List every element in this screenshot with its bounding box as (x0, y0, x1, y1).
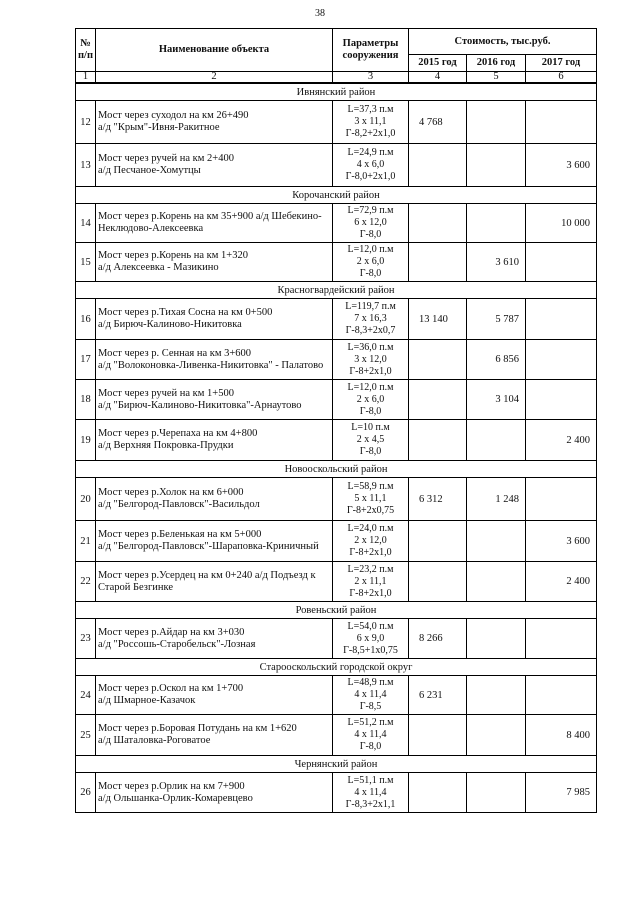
param-line: 3 х 11,1 (354, 116, 387, 127)
param-line: L=119,7 п.м (345, 301, 396, 312)
param-line: Г-8+2х1,0 (349, 587, 392, 599)
cost-2016: 3 104 (467, 380, 526, 420)
table-row (76, 478, 597, 521)
cost-2015: 6 231 (409, 676, 467, 715)
district-heading: Чернянский район (76, 756, 597, 773)
cost-2016 (467, 420, 526, 461)
object-name: Мост через р.Айдар на км 3+030 а/д "Россошь-Старобельск"-Лозная (96, 619, 333, 659)
district-heading: Ровеньский район (76, 602, 597, 619)
row-number: 25 (76, 715, 96, 756)
object-name: Мост через р.Боровая Потудань на км 1+620 а/д Шаталовка-Роговатое (96, 715, 333, 756)
row-number: 17 (76, 340, 96, 380)
cost-2016 (467, 562, 526, 602)
cost-2016 (467, 144, 526, 187)
param-line: 7 х 16,3 (354, 313, 387, 324)
object-name: Мост через р. Сенная на км 3+600 а/д "Волоконовка-Ливенка-Никитовка" - Палатово (96, 340, 333, 380)
param-line: L=23,2 п.м (347, 563, 394, 575)
district-heading: Корочанский район (76, 187, 597, 204)
param-line: 4 х 11,4 (354, 689, 387, 700)
cost-2016 (467, 676, 526, 715)
cost-2015 (409, 340, 467, 380)
structure-params (333, 619, 409, 659)
param-line: Г-8,5+1х0,75 (343, 644, 398, 656)
table-row (76, 715, 597, 756)
table-row (76, 101, 597, 144)
param-line: L=72,9 п.м (347, 205, 394, 216)
cost-2015 (409, 773, 467, 813)
structure-params (333, 204, 409, 243)
cost-2016: 1 248 (467, 478, 526, 521)
param-line: Г-8,0 (359, 268, 382, 279)
header-2017: 2017 год (526, 55, 597, 72)
structure-params (333, 243, 409, 282)
param-line: Г-8,3+2х1,1 (345, 798, 396, 810)
column-number: 5 (467, 72, 526, 84)
param-line: 2 х 4,5 (356, 434, 385, 445)
column-number: 4 (409, 72, 467, 84)
structure-params (333, 299, 409, 340)
object-name: Мост через р.Тихая Сосна на км 0+500 а/д Бирюч-Калиново-Никитовка (96, 299, 333, 340)
cost-2016 (467, 521, 526, 562)
cost-2017 (526, 676, 597, 715)
cost-2015 (409, 420, 467, 461)
cost-2017: 10 000 (526, 204, 597, 243)
table-row (76, 521, 597, 562)
param-line: Г-8,5 (359, 701, 382, 712)
row-number: 12 (76, 101, 96, 144)
district-heading: Ивнянский район (76, 83, 597, 101)
row-number: 13 (76, 144, 96, 187)
row-number: 19 (76, 420, 96, 461)
column-number: 1 (76, 72, 96, 84)
cost-2016 (467, 773, 526, 813)
cost-2017: 2 400 (526, 562, 597, 602)
table-row (76, 204, 597, 243)
param-line: 6 х 12,0 (354, 217, 387, 228)
object-name: Мост через р.Корень на км 35+900 а/д Шебекино- Неклюдово-Алексеевка (96, 204, 333, 243)
cost-2017 (526, 380, 597, 420)
structure-params (333, 380, 409, 420)
param-line: L=48,9 п.м (347, 677, 394, 688)
cost-2017 (526, 299, 597, 340)
cost-2017 (526, 619, 597, 659)
param-line: Г-8+2х1,0 (349, 365, 392, 377)
param-line: Г-8+2х0,75 (346, 505, 395, 516)
cost-2016 (467, 619, 526, 659)
table-row (76, 340, 597, 380)
structure-params (333, 562, 409, 602)
header-2016: 2016 год (467, 55, 526, 72)
cost-2017 (526, 478, 597, 521)
cost-2015: 4 768 (409, 101, 467, 144)
object-name: Мост через суходол на км 26+490 а/д "Крым"-Ивня-Ракитное (96, 101, 333, 144)
header-cost: Стоимость, тыс.руб. (409, 29, 597, 55)
param-line: Г-8,0 (359, 229, 382, 240)
object-name: Мост через р.Холок на км 6+000 а/д "Белгород-Павловск"-Васильдол (96, 478, 333, 521)
object-name: Мост через р.Беленькая на км 5+000 а/д "Белгород-Павловск"-Шараповка-Криничный (96, 521, 333, 562)
cost-2017 (526, 101, 597, 144)
cost-2016 (467, 101, 526, 144)
cost-2016: 6 856 (467, 340, 526, 380)
table-row (76, 380, 597, 420)
header-no: № п/п (76, 29, 96, 72)
param-line: Г-8,2+2х1,0 (345, 128, 396, 139)
cost-2015: 13 140 (409, 299, 467, 340)
structure-params (333, 676, 409, 715)
param-line: 6 х 9,0 (356, 632, 385, 644)
object-name: Мост через р.Корень на км 1+320 а/д Алексеевка - Мазикино (96, 243, 333, 282)
cost-2017 (526, 243, 597, 282)
row-number: 16 (76, 299, 96, 340)
table-row (76, 299, 597, 340)
param-line: L=24,9 п.м (347, 147, 394, 158)
row-number: 20 (76, 478, 96, 521)
param-line: 2 х 12,0 (354, 535, 387, 546)
structure-params (333, 773, 409, 813)
object-name: Мост через р.Усердец на км 0+240 а/д Подъезд к Старой Безгинке (96, 562, 333, 602)
cost-2017: 8 400 (526, 715, 597, 756)
structure-params (333, 521, 409, 562)
structure-params (333, 101, 409, 144)
param-line: L=36,0 п.м (347, 341, 394, 353)
header-params: Параметры сооружения (333, 29, 409, 72)
row-number: 26 (76, 773, 96, 813)
cost-2015: 8 266 (409, 619, 467, 659)
structure-params (333, 478, 409, 521)
table-row (76, 619, 597, 659)
param-line: 2 х 6,0 (356, 393, 385, 405)
param-line: Г-8,3+2х0,7 (345, 325, 396, 336)
cost-2017: 3 600 (526, 144, 597, 187)
param-line: L=51,1 п.м (347, 774, 394, 786)
param-line: 2 х 11,1 (354, 575, 387, 587)
param-line: Г-8,0+2х1,0 (345, 171, 396, 182)
header-name: Наименование объекта (96, 29, 333, 72)
column-number: 2 (96, 72, 333, 84)
cost-2017: 2 400 (526, 420, 597, 461)
param-line: L=37,3 п.м (347, 104, 394, 115)
structure-params (333, 420, 409, 461)
param-line: L=51,2 п.м (347, 717, 394, 728)
param-line: 4 х 6,0 (356, 159, 385, 170)
param-line: Г-8,0 (359, 405, 382, 417)
district-heading: Красногвардейский район (76, 282, 597, 299)
bridges-cost-table (75, 28, 597, 813)
cost-2016 (467, 715, 526, 756)
cost-2015: 6 312 (409, 478, 467, 521)
row-number: 23 (76, 619, 96, 659)
param-line: 2 х 6,0 (356, 256, 385, 267)
table-row (76, 562, 597, 602)
column-number: 6 (526, 72, 597, 84)
param-line: L=12,0 п.м (347, 244, 394, 255)
param-line: Г-8+2х1,0 (349, 547, 392, 558)
cost-2015 (409, 562, 467, 602)
row-number: 15 (76, 243, 96, 282)
table-row (76, 144, 597, 187)
param-line: 4 х 11,4 (354, 729, 387, 740)
param-line: Г-8,0 (359, 446, 382, 457)
row-number: 22 (76, 562, 96, 602)
column-number: 3 (333, 72, 409, 84)
row-number: 18 (76, 380, 96, 420)
row-number: 24 (76, 676, 96, 715)
district-heading: Старооскольский городской округ (76, 659, 597, 676)
row-number: 14 (76, 204, 96, 243)
param-line: L=10 п.м (351, 422, 390, 433)
row-number: 21 (76, 521, 96, 562)
structure-params (333, 144, 409, 187)
structure-params (333, 715, 409, 756)
cost-2016: 5 787 (467, 299, 526, 340)
table-row (76, 243, 597, 282)
cost-2015 (409, 144, 467, 187)
district-heading: Новооскольский район (76, 461, 597, 478)
param-line: L=12,0 п.м (347, 381, 394, 393)
cost-2016: 3 610 (467, 243, 526, 282)
object-name: Мост через р.Оскол на км 1+700 а/д Шмарное-Казачок (96, 676, 333, 715)
table-row (76, 676, 597, 715)
cost-2015 (409, 715, 467, 756)
object-name: Мост через ручей на км 1+500 а/д "Бирюч-Калиново-Никитовка"-Арнаутово (96, 380, 333, 420)
cost-2015 (409, 243, 467, 282)
cost-2015 (409, 204, 467, 243)
param-line: 3 х 12,0 (354, 353, 387, 365)
cost-2017 (526, 340, 597, 380)
structure-params (333, 340, 409, 380)
cost-2017: 3 600 (526, 521, 597, 562)
page-number: 38 (315, 8, 325, 19)
param-line: L=54,0 п.м (347, 620, 394, 632)
cost-2015 (409, 380, 467, 420)
cost-2015 (409, 521, 467, 562)
header-2015: 2015 год (409, 55, 467, 72)
param-line: Г-8,0 (359, 741, 382, 752)
param-line: L=58,9 п.м (347, 481, 394, 492)
cost-2017: 7 985 (526, 773, 597, 813)
object-name: Мост через р.Орлик на км 7+900 а/д Ольшанка-Орлик-Комаревцево (96, 773, 333, 813)
param-line: 5 х 11,1 (354, 493, 387, 504)
cost-2016 (467, 204, 526, 243)
param-line: 4 х 11,4 (354, 786, 387, 798)
object-name: Мост через р.Черепаха на км 4+800 а/д Верхняя Покровка-Прудки (96, 420, 333, 461)
object-name: Мост через ручей на км 2+400 а/д Песчаное-Хомутцы (96, 144, 333, 187)
param-line: L=24,0 п.м (347, 523, 394, 534)
table-row (76, 773, 597, 813)
table-row (76, 420, 597, 461)
